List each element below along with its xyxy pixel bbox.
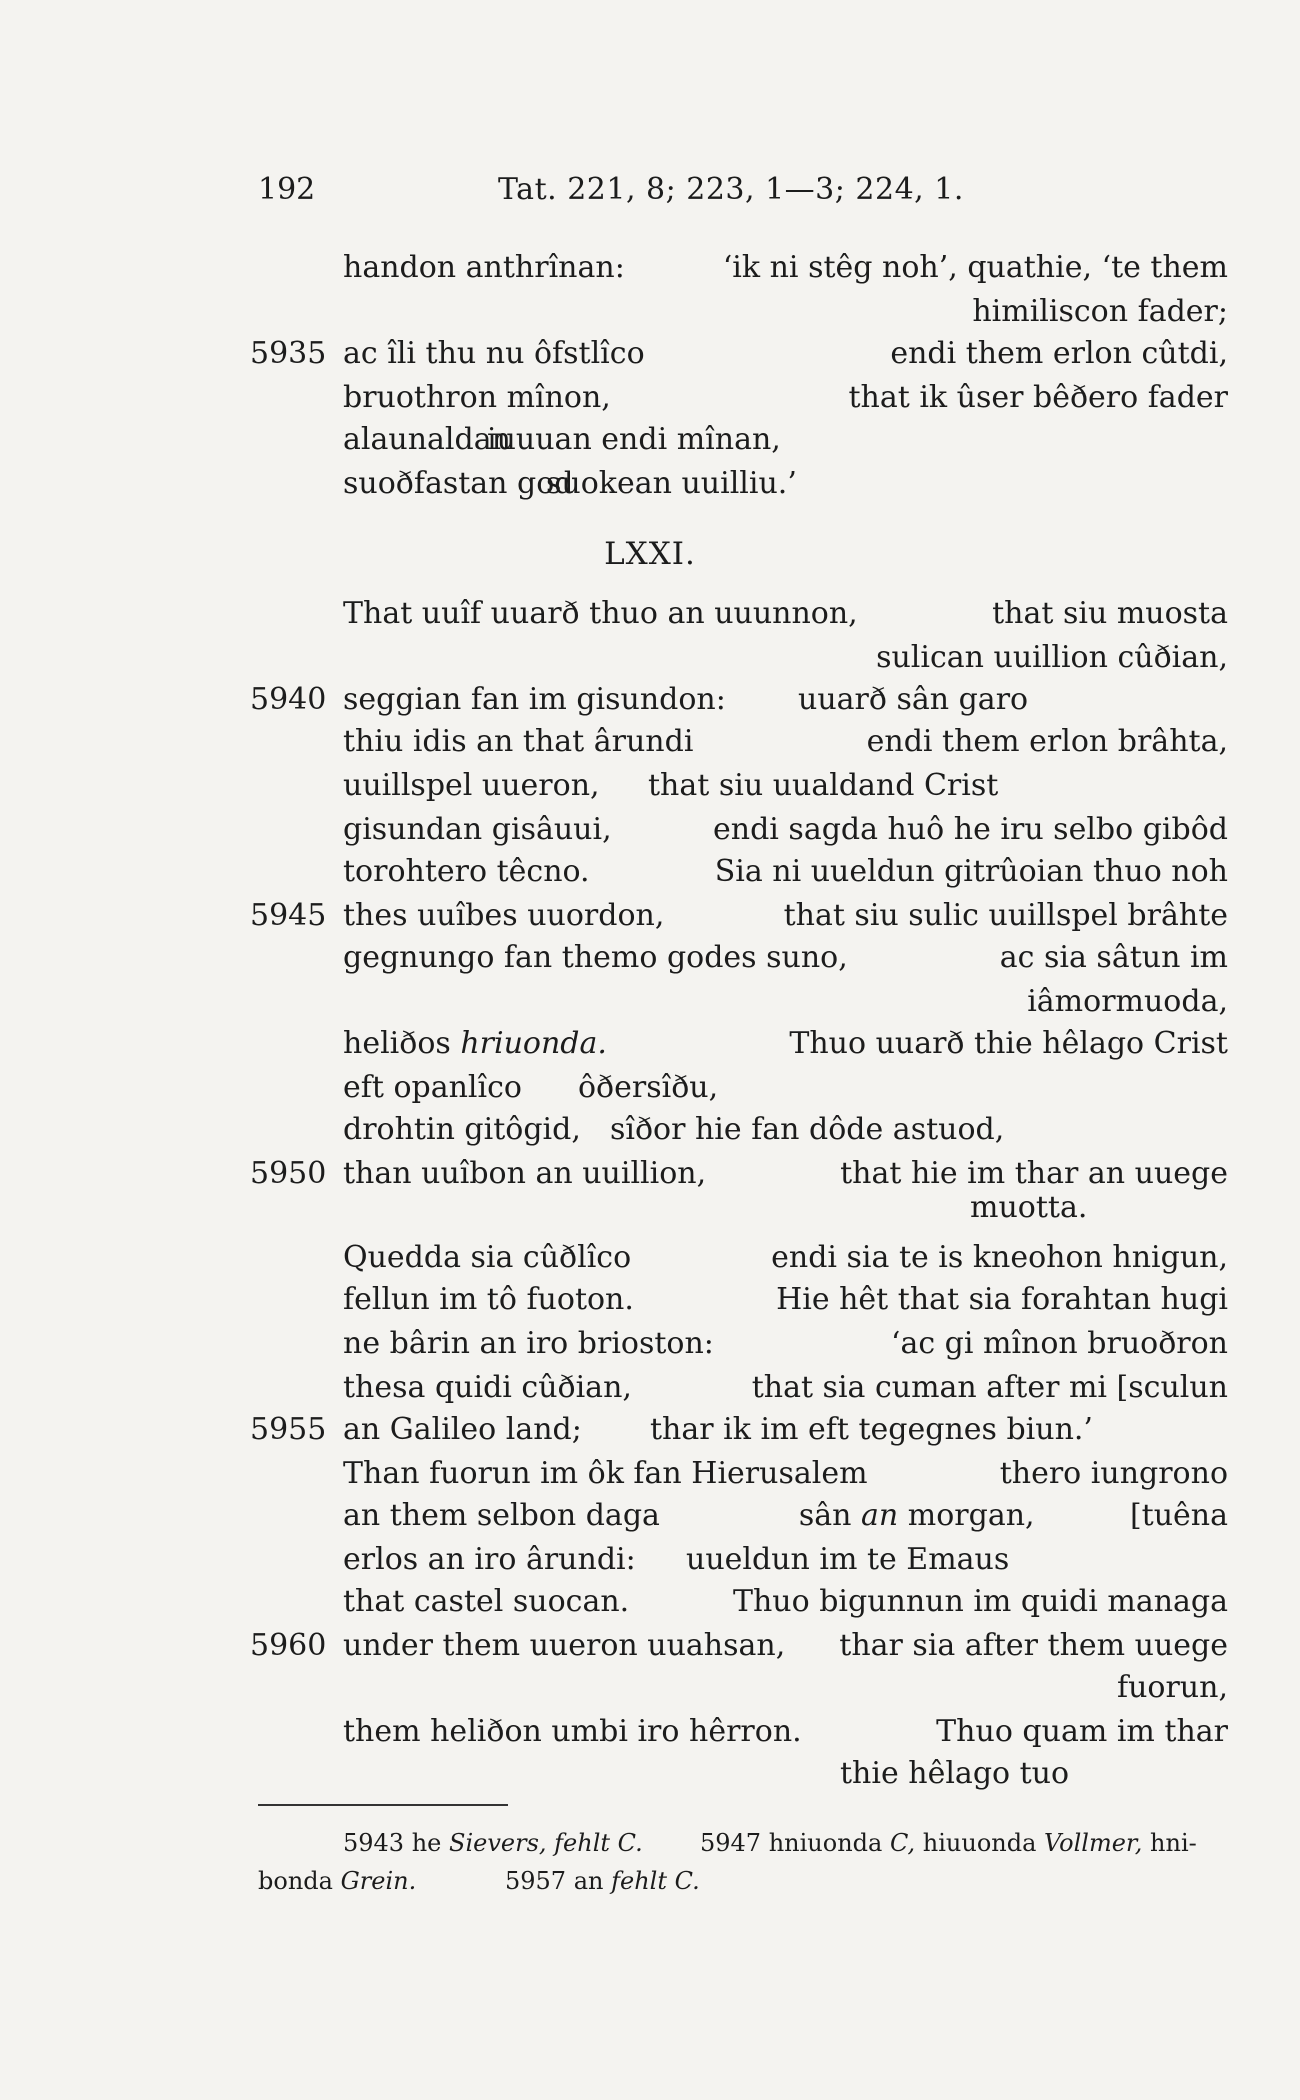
second-half-line: Thuo quam im thar	[936, 1714, 1228, 1749]
second-half-line: iâmormuoda,	[1027, 984, 1228, 1019]
italic-word: hriuonda.	[460, 1026, 607, 1061]
footnote-text: he	[411, 1829, 442, 1857]
verse-line	[0, 1752, 1300, 1796]
first-half-line: drohtin gitôgid,	[343, 1112, 581, 1147]
verse-line	[0, 1366, 1300, 1410]
second-half-line: endi them erlon brâhta,	[866, 724, 1228, 759]
footnote-source: fehlt C.	[554, 1829, 643, 1857]
line-number: 5940	[250, 682, 327, 717]
section-heading: LXXI.	[604, 536, 696, 572]
first-half-line: an Galileo land;	[343, 1412, 582, 1447]
verse-line	[0, 936, 1300, 980]
verse-line	[0, 980, 1300, 1024]
first-half-line: That uuîf uuarð thuo an uuunnon,	[343, 596, 858, 631]
italic-word: an	[861, 1498, 899, 1533]
line-number: 5955	[250, 1412, 327, 1447]
first-half-line: under them uueron uuahsan,	[343, 1628, 786, 1663]
second-half-line: sân an morgan, [tuêna	[798, 1498, 1228, 1533]
verse-line	[0, 1186, 1300, 1230]
verse-line	[0, 1408, 1300, 1452]
first-half-line: handon anthrînan:	[343, 250, 625, 285]
line-number: 5950	[250, 1156, 327, 1191]
first-half-line: erlos an iro ârundi:	[343, 1542, 636, 1577]
footnote-line	[258, 1864, 416, 1898]
verse-line	[0, 376, 1300, 420]
verse-line	[0, 850, 1300, 894]
second-half-line: ôðersîðu,	[578, 1070, 719, 1105]
first-half-line: than uuîbon an uuillion,	[343, 1156, 707, 1191]
second-half-line: endi sagda huô he iru selbo gibôd	[713, 812, 1228, 847]
first-half-line: suoðfastan god	[343, 466, 574, 501]
footnote-number: 5943	[343, 1829, 405, 1857]
verse-line	[0, 1624, 1300, 1668]
first-half-line: thes uuîbes uuordon,	[343, 898, 665, 933]
verse-line	[0, 1022, 1300, 1066]
footnote-line	[505, 1864, 700, 1898]
verse-line	[0, 720, 1300, 764]
second-half-line: that siu uualdand Crist	[648, 768, 999, 803]
verse-line	[0, 592, 1300, 636]
footnote-source: fehlt C.	[611, 1867, 700, 1895]
first-half-line: an them selbon daga	[343, 1498, 660, 1533]
verse-line	[0, 1538, 1300, 1582]
footnote-line	[343, 1826, 643, 1860]
second-half-line: thie hêlago tuo	[840, 1756, 1070, 1791]
verse-line	[0, 894, 1300, 938]
second-half-line: himiliscon fader;	[972, 294, 1228, 329]
first-half-line: Than fuorun im ôk fan Hierusalem	[343, 1456, 868, 1491]
second-half-line: Sia ni uueldun gitrûoian thuo noh	[714, 854, 1228, 889]
footnote-source: Sievers,	[449, 1829, 547, 1857]
footnote-source: Grein.	[340, 1867, 417, 1895]
line-number: 5935	[250, 336, 327, 371]
first-half-line: eft opanlîco	[343, 1070, 522, 1105]
second-half-line: thar sia after them uuege	[839, 1628, 1228, 1663]
second-half-line: uuarð sân garo	[798, 682, 1029, 717]
page-header	[258, 172, 1258, 222]
second-half-line: endi them erlon cûtdi,	[890, 336, 1228, 371]
verse-line	[0, 1580, 1300, 1624]
second-half-line: ac sia sâtun im	[999, 940, 1228, 975]
first-half-line: ac îli thu nu ôfstlîco	[343, 336, 645, 371]
verse-line	[0, 1278, 1300, 1322]
second-half-line: thero iungrono	[999, 1456, 1228, 1491]
verse-line	[0, 1322, 1300, 1366]
verse-line	[0, 636, 1300, 680]
second-half-line: Thuo bigunnun im quidi managa	[732, 1584, 1228, 1619]
first-half-line: that castel suocan.	[343, 1584, 630, 1619]
second-half-line: ‘ik ni stêg noh’, quathie, ‘te them	[722, 250, 1228, 285]
verse-line	[0, 290, 1300, 334]
footnote-text: bonda	[258, 1867, 333, 1895]
line-number: 5960	[250, 1628, 327, 1663]
line-number: 5945	[250, 898, 327, 933]
second-half-line: Hie hêt that sia forahtan hugi	[776, 1282, 1228, 1317]
first-half-line: fellun im tô fuoton.	[343, 1282, 634, 1317]
footnote-line	[700, 1826, 1197, 1860]
second-half-line: uueldun im te Emaus	[686, 1542, 1010, 1577]
verse-line	[0, 808, 1300, 852]
footnote-text: hni-	[1150, 1829, 1197, 1857]
second-half-line: Thuo uuarð thie hêlago Crist	[789, 1026, 1228, 1061]
first-half-line: Quedda sia cûðlîco	[343, 1240, 632, 1275]
second-half-line: that sia cuman after mi [sculun	[751, 1370, 1228, 1405]
second-half-line: that siu muosta	[992, 596, 1228, 631]
verse-line	[0, 764, 1300, 808]
second-half-line: that ik ûser bêðero fader	[848, 380, 1228, 415]
verse-line	[0, 1710, 1300, 1754]
second-half-line: sulican uuillion cûðian,	[876, 640, 1228, 675]
verse-line	[0, 1066, 1300, 1110]
first-half-line: heliðos hriuonda.	[343, 1026, 607, 1061]
footnote-text: hniuonda	[768, 1829, 883, 1857]
footnote-number: 5947	[700, 1829, 762, 1857]
first-half-line: gisundan gisâuui,	[343, 812, 612, 847]
first-half-line: uuillspel uueron,	[343, 768, 600, 803]
verse-line	[0, 462, 1300, 506]
first-half-line: them heliðon umbi iro hêrron.	[343, 1714, 802, 1749]
second-half-line: iuuuan endi mînan,	[487, 422, 781, 457]
verse-line	[0, 418, 1300, 462]
footnote-source: Vollmer,	[1044, 1829, 1143, 1857]
first-half-line: alaunaldan	[343, 422, 511, 457]
second-half-line: that siu sulic uuillspel brâhte	[783, 898, 1228, 933]
verse-line	[0, 678, 1300, 722]
verse-line	[0, 246, 1300, 290]
verse-line	[0, 1452, 1300, 1496]
second-half-line: sîðor hie fan dôde astuod,	[610, 1112, 1005, 1147]
first-half-line: seggian fan im gisundon:	[343, 682, 726, 717]
verse-line	[0, 1236, 1300, 1280]
footnote-source: C,	[889, 1829, 916, 1857]
verse-line	[0, 1494, 1300, 1538]
second-half-line: that hie im thar an uuege	[840, 1156, 1228, 1191]
second-half-line: ‘ac gi mînon bruoðron	[890, 1326, 1228, 1361]
verse-line	[0, 1666, 1300, 1710]
verse-line	[0, 332, 1300, 376]
first-half-line: torohtero têcno.	[343, 854, 590, 889]
second-half-line: thar ik im eft tegegnes biun.’	[650, 1412, 1093, 1447]
verse-line	[0, 1108, 1300, 1152]
first-half-line: ne bârin an iro brioston:	[343, 1326, 714, 1361]
footnote-rule	[258, 1804, 508, 1806]
page-number: 192	[258, 172, 316, 207]
second-half-line: muotta.	[970, 1190, 1088, 1225]
second-half-line: fuorun,	[1116, 1670, 1228, 1705]
footnote-text: an	[573, 1867, 604, 1895]
first-half-line: bruothron mînon,	[343, 380, 611, 415]
first-half-line: thesa quidi cûðian,	[343, 1370, 632, 1405]
footnote-text: hiuuonda	[922, 1829, 1037, 1857]
second-half-line: suokean uuilliu.’	[546, 466, 797, 501]
running-head: Tat. 221, 8; 223, 1—3; 224, 1.	[498, 172, 964, 207]
second-half-line: endi sia te is kneohon hnigun,	[771, 1240, 1228, 1275]
first-half-line: thiu idis an that ârundi	[343, 724, 694, 759]
first-half-line: gegnungo fan themo godes suno,	[343, 940, 848, 975]
footnote-number: 5957	[505, 1867, 567, 1895]
